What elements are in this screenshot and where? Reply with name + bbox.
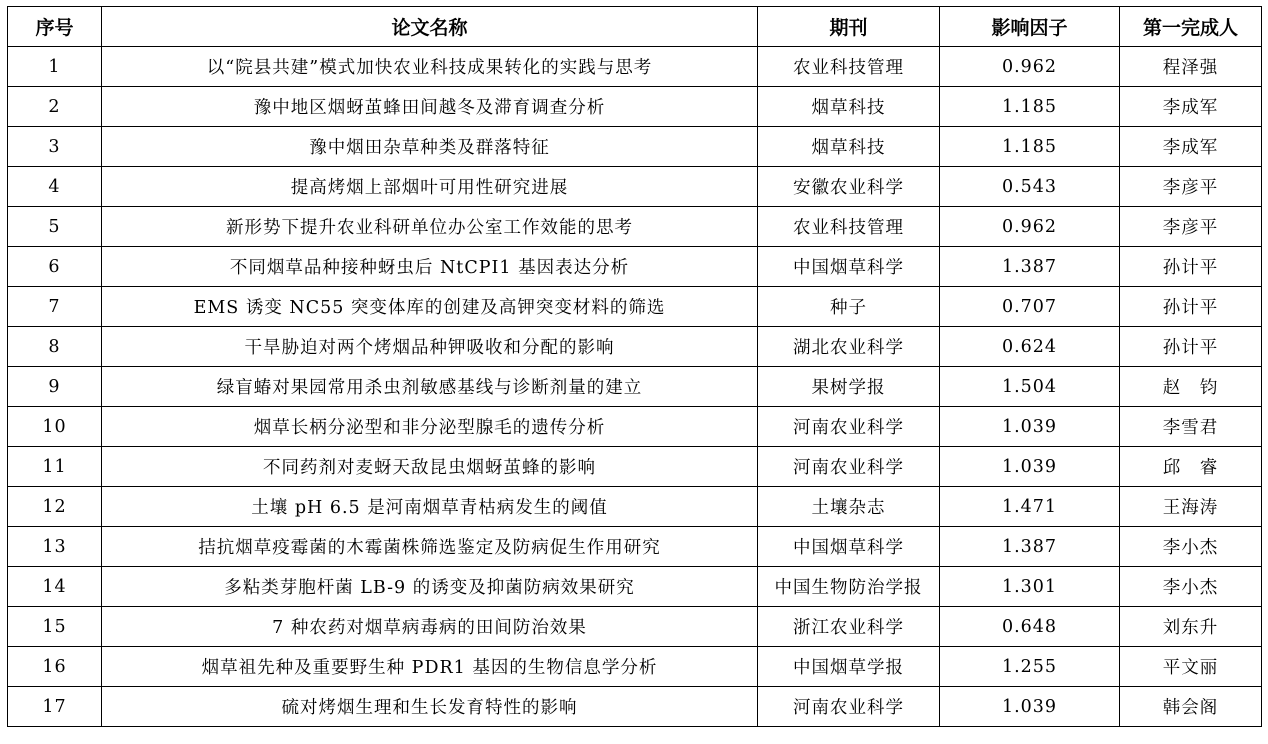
table-row bbox=[8, 287, 1262, 327]
cell-title: 硫对烤烟生理和生长发育特性的影响 bbox=[102, 687, 758, 727]
header-row bbox=[8, 7, 1262, 47]
cell-journal: 中国烟草科学 bbox=[758, 527, 940, 567]
cell-index: 5 bbox=[8, 207, 102, 247]
cell-index: 11 bbox=[8, 447, 102, 487]
cell-title: 土壤 pH 6.5 是河南烟草青枯病发生的阈值 bbox=[102, 487, 758, 527]
cell-journal: 烟草科技 bbox=[758, 87, 940, 127]
table-row bbox=[8, 167, 1262, 207]
cell-index: 8 bbox=[8, 327, 102, 367]
cell-title: 干旱胁迫对两个烤烟品种钾吸收和分配的影响 bbox=[102, 327, 758, 367]
cell-first-author: 孙计平 bbox=[1120, 287, 1262, 327]
cell-first-author: 李小杰 bbox=[1120, 527, 1262, 567]
cell-title: 豫中地区烟蚜茧蜂田间越冬及滞育调查分析 bbox=[102, 87, 758, 127]
cell-title: 提高烤烟上部烟叶可用性研究进展 bbox=[102, 167, 758, 207]
cell-impact-factor: 1.039 bbox=[940, 687, 1120, 727]
cell-impact-factor: 1.387 bbox=[940, 527, 1120, 567]
cell-title: 不同药剂对麦蚜天敌昆虫烟蚜茧蜂的影响 bbox=[102, 447, 758, 487]
cell-journal: 烟草科技 bbox=[758, 127, 940, 167]
cell-impact-factor: 1.039 bbox=[940, 447, 1120, 487]
cell-title: 烟草长柄分泌型和非分泌型腺毛的遗传分析 bbox=[102, 407, 758, 447]
header-first-author: 第一完成人 bbox=[1120, 7, 1262, 47]
cell-journal: 种子 bbox=[758, 287, 940, 327]
cell-title: 豫中烟田杂草种类及群落特征 bbox=[102, 127, 758, 167]
cell-journal: 土壤杂志 bbox=[758, 487, 940, 527]
table-row bbox=[8, 47, 1262, 87]
cell-first-author: 李成军 bbox=[1120, 87, 1262, 127]
cell-journal: 果树学报 bbox=[758, 367, 940, 407]
table-row bbox=[8, 87, 1262, 127]
header-index: 序号 bbox=[8, 7, 102, 47]
cell-index: 4 bbox=[8, 167, 102, 207]
cell-impact-factor: 1.185 bbox=[940, 87, 1120, 127]
cell-first-author: 李彦平 bbox=[1120, 207, 1262, 247]
header-journal: 期刊 bbox=[758, 7, 940, 47]
cell-impact-factor: 1.387 bbox=[940, 247, 1120, 287]
cell-first-author: 李彦平 bbox=[1120, 167, 1262, 207]
cell-impact-factor: 0.543 bbox=[940, 167, 1120, 207]
table-row bbox=[8, 127, 1262, 167]
table-row bbox=[8, 367, 1262, 407]
cell-impact-factor: 1.185 bbox=[940, 127, 1120, 167]
cell-title: 以“院县共建”模式加快农业科技成果转化的实践与思考 bbox=[102, 47, 758, 87]
cell-first-author: 李雪君 bbox=[1120, 407, 1262, 447]
table-row bbox=[8, 327, 1262, 367]
cell-impact-factor: 0.624 bbox=[940, 327, 1120, 367]
cell-first-author: 刘东升 bbox=[1120, 607, 1262, 647]
cell-impact-factor: 1.504 bbox=[940, 367, 1120, 407]
cell-title: 拮抗烟草疫霉菌的木霉菌株筛选鉴定及防病促生作用研究 bbox=[102, 527, 758, 567]
table-row bbox=[8, 407, 1262, 447]
cell-impact-factor: 0.962 bbox=[940, 47, 1120, 87]
cell-index: 10 bbox=[8, 407, 102, 447]
cell-first-author: 赵 钧 bbox=[1120, 367, 1262, 407]
cell-journal: 农业科技管理 bbox=[758, 207, 940, 247]
cell-index: 1 bbox=[8, 47, 102, 87]
cell-first-author: 孙计平 bbox=[1120, 247, 1262, 287]
cell-title: 新形势下提升农业科研单位办公室工作效能的思考 bbox=[102, 207, 758, 247]
table-row bbox=[8, 687, 1262, 727]
cell-index: 9 bbox=[8, 367, 102, 407]
cell-journal: 中国生物防治学报 bbox=[758, 567, 940, 607]
cell-first-author: 平文丽 bbox=[1120, 647, 1262, 687]
cell-first-author: 李小杰 bbox=[1120, 567, 1262, 607]
cell-index: 15 bbox=[8, 607, 102, 647]
cell-journal: 浙江农业科学 bbox=[758, 607, 940, 647]
cell-title: 7 种农药对烟草病毒病的田间防治效果 bbox=[102, 607, 758, 647]
cell-index: 3 bbox=[8, 127, 102, 167]
cell-title: 不同烟草品种接种蚜虫后 NtCPI1 基因表达分析 bbox=[102, 247, 758, 287]
cell-index: 7 bbox=[8, 287, 102, 327]
cell-impact-factor: 1.255 bbox=[940, 647, 1120, 687]
header-impact-factor: 影响因子 bbox=[940, 7, 1120, 47]
cell-first-author: 李成军 bbox=[1120, 127, 1262, 167]
cell-first-author: 孙计平 bbox=[1120, 327, 1262, 367]
cell-title: 绿盲蝽对果园常用杀虫剂敏感基线与诊断剂量的建立 bbox=[102, 367, 758, 407]
cell-journal: 河南农业科学 bbox=[758, 447, 940, 487]
cell-journal: 安徽农业科学 bbox=[758, 167, 940, 207]
cell-impact-factor: 0.648 bbox=[940, 607, 1120, 647]
cell-title: EMS 诱变 NC55 突变体库的创建及高钾突变材料的筛选 bbox=[102, 287, 758, 327]
cell-index: 17 bbox=[8, 687, 102, 727]
cell-journal: 中国烟草科学 bbox=[758, 247, 940, 287]
cell-journal: 农业科技管理 bbox=[758, 47, 940, 87]
cell-first-author: 邱 睿 bbox=[1120, 447, 1262, 487]
paper-table bbox=[7, 6, 1262, 727]
cell-impact-factor: 1.301 bbox=[940, 567, 1120, 607]
table-row bbox=[8, 247, 1262, 287]
cell-first-author: 王海涛 bbox=[1120, 487, 1262, 527]
cell-index: 2 bbox=[8, 87, 102, 127]
cell-impact-factor: 1.471 bbox=[940, 487, 1120, 527]
cell-index: 14 bbox=[8, 567, 102, 607]
cell-journal: 河南农业科学 bbox=[758, 687, 940, 727]
cell-journal: 中国烟草学报 bbox=[758, 647, 940, 687]
cell-journal: 湖北农业科学 bbox=[758, 327, 940, 367]
cell-index: 13 bbox=[8, 527, 102, 567]
cell-index: 6 bbox=[8, 247, 102, 287]
table-row bbox=[8, 647, 1262, 687]
table-row bbox=[8, 527, 1262, 567]
cell-journal: 河南农业科学 bbox=[758, 407, 940, 447]
table-row bbox=[8, 487, 1262, 527]
table-row bbox=[8, 447, 1262, 487]
cell-title: 烟草祖先种及重要野生种 PDR1 基因的生物信息学分析 bbox=[102, 647, 758, 687]
cell-index: 12 bbox=[8, 487, 102, 527]
table-row bbox=[8, 567, 1262, 607]
table-row bbox=[8, 607, 1262, 647]
cell-impact-factor: 0.962 bbox=[940, 207, 1120, 247]
cell-impact-factor: 1.039 bbox=[940, 407, 1120, 447]
cell-impact-factor: 0.707 bbox=[940, 287, 1120, 327]
cell-title: 多粘类芽胞杆菌 LB-9 的诱变及抑菌防病效果研究 bbox=[102, 567, 758, 607]
table-body bbox=[8, 47, 1262, 727]
header-title: 论文名称 bbox=[102, 7, 758, 47]
cell-index: 16 bbox=[8, 647, 102, 687]
cell-first-author: 程泽强 bbox=[1120, 47, 1262, 87]
table-row bbox=[8, 207, 1262, 247]
cell-first-author: 韩会阁 bbox=[1120, 687, 1262, 727]
